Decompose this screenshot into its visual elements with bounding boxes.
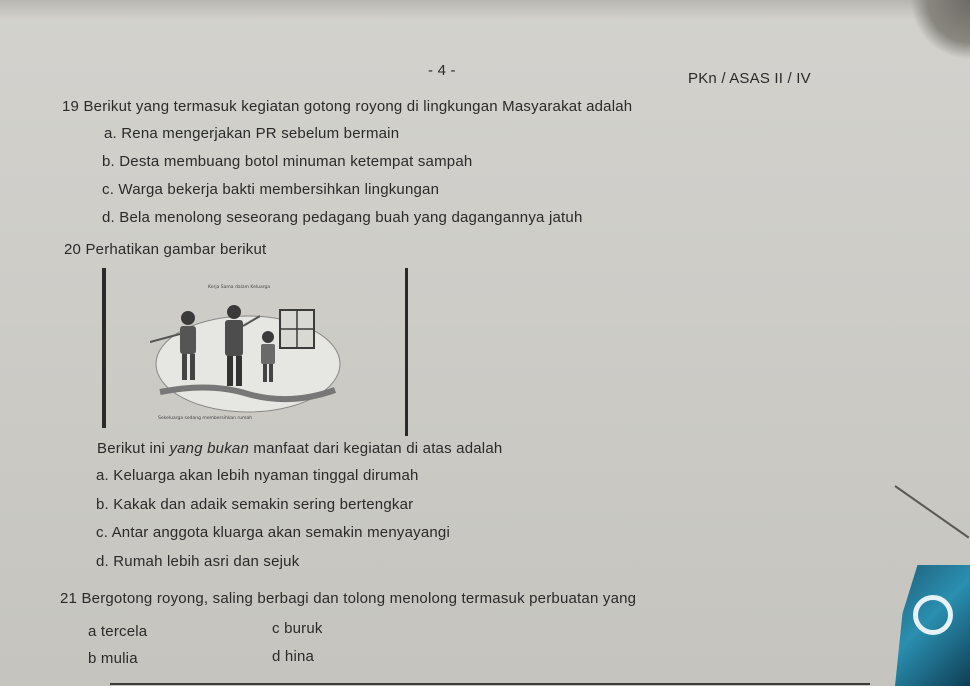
question-20-option-b: b. Kakak dan adaik semakin sering bertengkar bbox=[96, 496, 414, 513]
question-21-option-b: b mulia bbox=[88, 650, 138, 667]
question-21-option-d: d hina bbox=[272, 648, 315, 665]
background-corner bbox=[910, 0, 970, 60]
figure-frame-left bbox=[102, 268, 106, 428]
question-20-prompt-post: manfaat dari kegiatan di atas adalah bbox=[249, 440, 503, 457]
question-20-option-d: d. Rumah lebih asri dan sejuk bbox=[96, 553, 300, 570]
question-20-prompt-pre: Berikut ini bbox=[97, 440, 170, 457]
question-19-option-a: a. Rena mengerjakan PR sebelum bermain bbox=[104, 125, 400, 142]
family-cleaning-illustration bbox=[150, 282, 345, 422]
question-20-prompt bbox=[97, 440, 502, 457]
question-19-option-c: c. Warga bekerja bakti membersihkan lingkungan bbox=[102, 181, 440, 198]
page-number: - 4 - bbox=[428, 62, 456, 79]
question-20-option-a: a. Keluarga akan lebih nyaman tinggal dirumah bbox=[96, 467, 419, 484]
question-19-option-d: d. Bela menolong seseorang pedagang buah yang dagangannya jatuh bbox=[102, 209, 583, 226]
subject-code: PKn / ASAS II / IV bbox=[688, 70, 811, 87]
question-21-stem: 21 Bergotong royong, saling berbagi dan tolong menolong termasuk perbuatan yang bbox=[60, 590, 637, 607]
page-bottom-rule bbox=[110, 683, 870, 685]
question-19-option-b: b. Desta membuang botol minuman ketempat sampah bbox=[102, 153, 473, 170]
question-20-option-c: c. Antar anggota kluarga akan semakin menyayangi bbox=[96, 524, 450, 541]
figure-frame-right bbox=[405, 268, 408, 436]
question-20-prompt-emphasis: yang bukan bbox=[169, 440, 250, 457]
figure-title: Kerja Sama dalam Keluarga bbox=[208, 285, 271, 290]
question-20-stem: 20 Perhatikan gambar berikut bbox=[64, 241, 267, 258]
swirl-pattern bbox=[913, 595, 953, 635]
question-21-option-c: c buruk bbox=[272, 620, 323, 637]
paper-shadow bbox=[0, 0, 970, 20]
question-19-stem: 19 Berikut yang termasuk kegiatan gotong royong di lingkungan Masyarakat adalah bbox=[62, 98, 633, 115]
question-21-option-a: a tercela bbox=[88, 623, 148, 640]
figure-caption: Sekeluarga sedang membersihkan rumah bbox=[158, 416, 253, 421]
